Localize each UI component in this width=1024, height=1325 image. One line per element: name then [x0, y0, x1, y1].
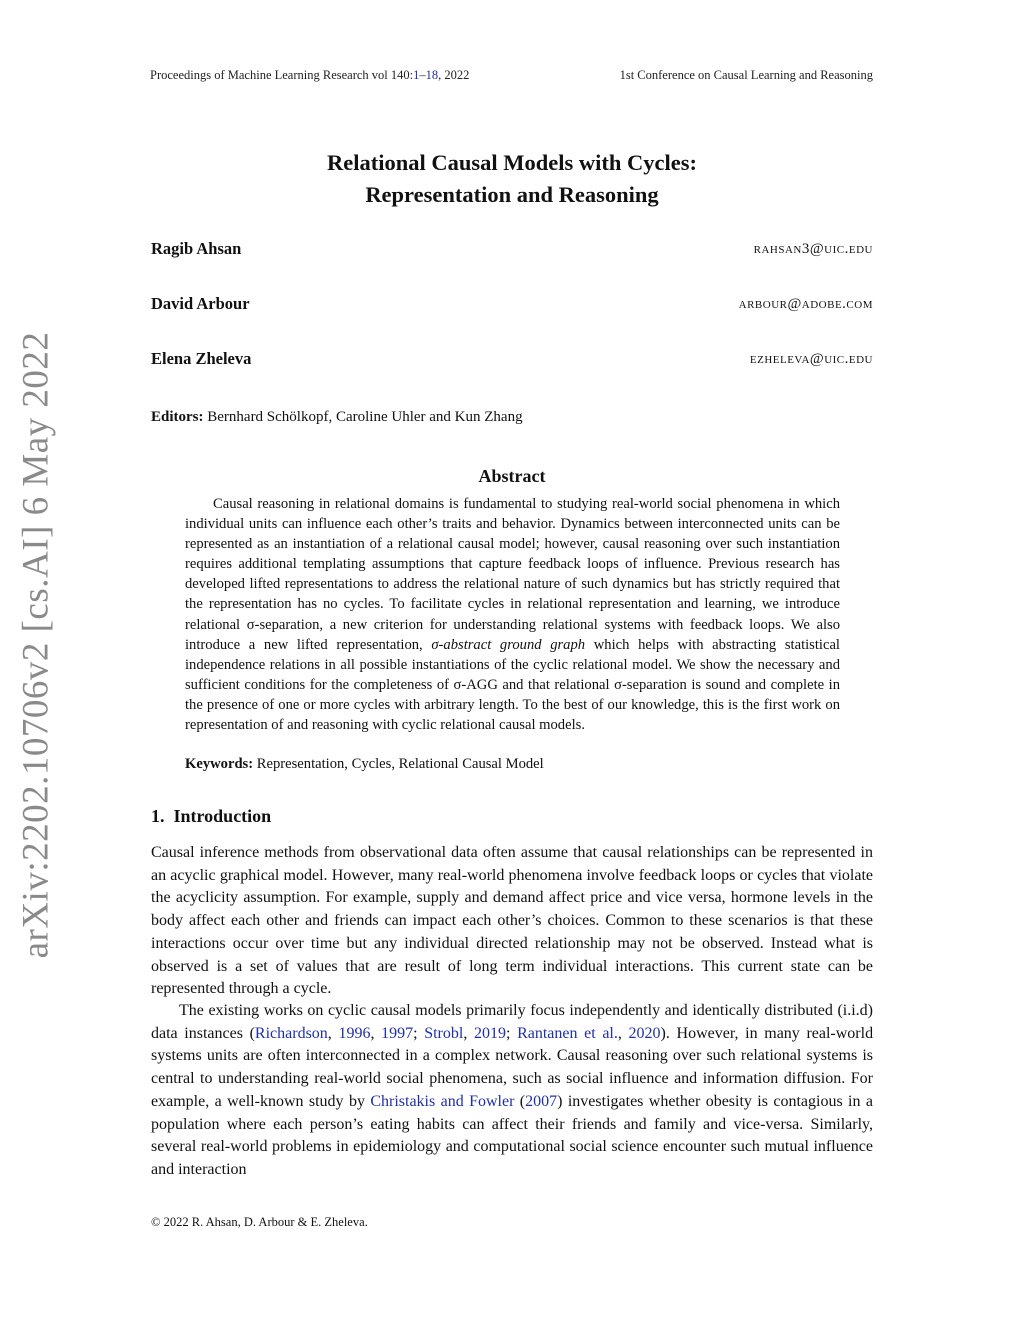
editors-label: Editors: [151, 409, 204, 425]
citation-link[interactable]: 2019 [473, 1024, 506, 1042]
citation-separator: , [327, 1024, 339, 1042]
abstract-heading: Abstract [478, 466, 546, 486]
title-line-1: Relational Causal Models with Cycles: [327, 150, 697, 175]
citation-separator: , [463, 1024, 474, 1042]
editors-names: Bernhard Schölkopf, Caroline Uhler and Kun Zhang [207, 409, 523, 425]
citation-link[interactable]: 2020 [628, 1024, 661, 1042]
author-email[interactable]: arbour@adobe.com [738, 296, 873, 312]
author-email[interactable]: ezheleva@uic.edu [749, 351, 873, 367]
journal-prefix: Proceedings of Machine Learning Research vol 140: [150, 68, 414, 82]
citation-link[interactable]: Richardson [254, 1024, 328, 1042]
paragraph-text: ) investigates whether obesity is contagious in a population where each person’s eating habits can affect their friends and family and vice-versa. Similarly, several real-world problems in epidemiology and computational social science encounter such mutual influence and interaction [151, 1092, 873, 1178]
arxiv-id[interactable]: arXiv:2202.10706v2 [cs.AI] 6 May 2022 [15, 331, 57, 959]
citation-link[interactable]: Christakis and Fowler [370, 1092, 515, 1110]
paragraph-text: ). However, in many real-world systems units are often interconnected in a complex network. Causal reasoning over such relational systems is central to understanding real-world social phenomena, such as social influence and information diffusion. For example, a well-known study by [151, 1024, 874, 1110]
intro-paragraph [151, 1000, 873, 1182]
keywords-list: Representation, Cycles, Relational Causal Model [256, 756, 544, 772]
citation-link[interactable]: Rantanen et al. [517, 1024, 618, 1042]
author-name: Elena Zheleva [151, 349, 252, 368]
editors-line [151, 409, 523, 426]
year-suffix: , 2022 [438, 68, 470, 82]
author-name: David Arbour [151, 294, 250, 313]
title-line-2: Representation and Reasoning [365, 182, 659, 207]
citation-separator: , [370, 1024, 382, 1042]
citation-link[interactable]: 1997 [381, 1024, 414, 1042]
citation-separator: , [617, 1024, 629, 1042]
citation-separator: ; [413, 1024, 425, 1042]
citation-link[interactable]: 1996 [338, 1024, 371, 1042]
author-name: Ragib Ahsan [151, 239, 242, 258]
abstract-emphasis: σ-abstract ground graph [431, 636, 586, 653]
pages-separator: – [419, 68, 426, 82]
citation-link[interactable]: Strobl [424, 1024, 464, 1042]
citation-separator: ; [505, 1024, 518, 1042]
citation-separator: ( [514, 1092, 526, 1110]
section-heading-introduction: 1. Introduction [151, 806, 272, 826]
author-email[interactable]: rahsan3@uic.edu [753, 241, 873, 257]
paper-title [0, 147, 1024, 211]
abstract-text-part: Causal reasoning in relational domains is fundamental to studying real-world social phenomena in which individual units can influence each other’s traits and behavior. Dynamics between interconnected units can be represented as an instantiation of a relational causal model; however, causal reasoning over such instantiation requires additional templating assumptions that capture feedback loops of influence. Previous research has developed lifted representations to address the relational nature of such dynamics but has strictly required that the representation has no cycles. To facilitate cycles in relational representation and learning, we introduce relational σ-separation, a new criterion for understanding relational systems with feedback loops. We also introduce a new lifted representation, [185, 496, 840, 653]
citation-link[interactable]: 2007 [525, 1092, 558, 1110]
keywords-label: Keywords: [185, 756, 254, 772]
abstract-text-part: which helps with abstracting statistical independence relations in all possible instantiations of the cyclic relational model. We show the necessary and sufficient conditions for the completeness of σ-AGG and that relational σ-separation is sound and complete in the presence of one or more cycles with arbitrary length. To the best of our knowledge, this is the first work on representation of and reasoning with cyclic relational causal models. [185, 636, 840, 734]
paragraph-text: The existing works on cyclic causal models primarily focus independently and identically distributed (i.i.d) data instances ( [151, 1002, 873, 1042]
running-header-journal [150, 68, 469, 83]
keywords-line [185, 756, 840, 773]
intro-paragraph: Causal inference methods from observational data often assume that causal relationships can be represented in an acyclic graphical model. However, many real-world phenomena involve feedback loops or cycles that violate the acyclicity assumption. For example, supply and demand affect price and vice versa, hormone levels in the body affect each other and friends can impact each other’s choices. Common to these scenarios is that these interactions occur over time but any individual directed relationship may not be observed. Instead what is observed is a set of values that are result of long term individual interactions. This current state can be represented through a cycle. [151, 844, 873, 998]
abstract-text [185, 494, 840, 735]
pages-end-link[interactable]: 18 [425, 68, 439, 82]
copyright-footer: © 2022 R. Ahsan, D. Arbour & E. Zheleva. [151, 1215, 368, 1229]
pages-start-link[interactable]: 1 [413, 68, 420, 82]
running-header-conference: 1st Conference on Causal Learning and Reasoning [619, 68, 873, 82]
